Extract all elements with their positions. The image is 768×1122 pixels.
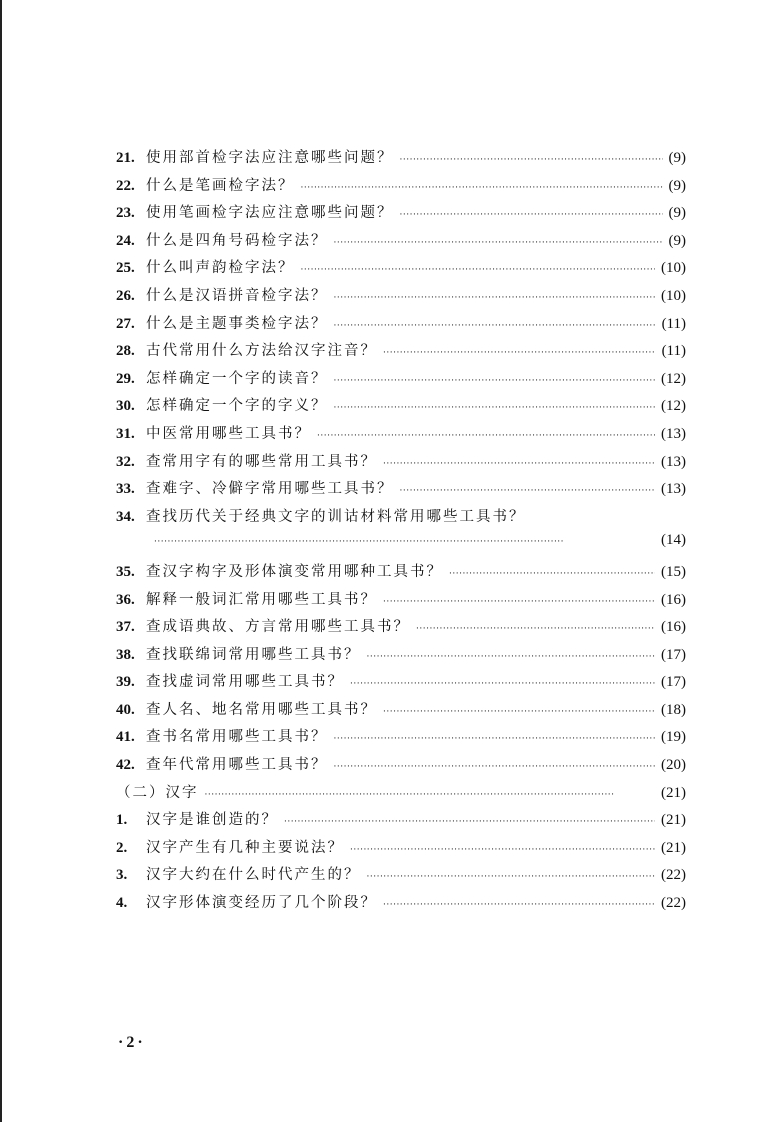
- entry-number: 40.: [116, 701, 135, 718]
- toc-entry[interactable]: [116, 312, 686, 340]
- dot-leader: [284, 817, 655, 827]
- entry-title: 怎样确定一个字的字义？: [146, 398, 328, 415]
- dot-leader: [383, 597, 655, 607]
- toc-entry[interactable]: [116, 725, 686, 753]
- toc-entry[interactable]: [116, 698, 686, 726]
- entry-number: 25.: [116, 260, 135, 277]
- toc-entry[interactable]: [116, 339, 686, 367]
- entry-title: 古代常用什么方法给汉字注音？: [146, 343, 377, 360]
- toc-entry[interactable]: [116, 229, 686, 257]
- toc-entry[interactable]: [116, 560, 686, 588]
- entry-page: (9): [668, 232, 686, 249]
- entry-page: (22): [661, 867, 686, 884]
- entry-title: 什么叫声韵检字法？: [146, 260, 295, 277]
- toc-entry[interactable]: [116, 505, 686, 533]
- page-number: ·2·: [118, 1034, 146, 1051]
- entry-title: 使用部首检字法应注意哪些问题？: [146, 150, 394, 166]
- entry-title: 中医常用哪些工具书？: [146, 425, 311, 442]
- entry-title: 汉字产生有几种主要说法？: [146, 839, 344, 856]
- dot-leader: [383, 459, 655, 469]
- entry-title: 什么是汉语拼音检字法？: [146, 287, 328, 304]
- entry-page: (10): [661, 260, 686, 277]
- entry-number: 28.: [116, 343, 135, 360]
- entry-number: 34.: [116, 508, 135, 525]
- entry-page: (13): [661, 481, 686, 498]
- entry-number: 26.: [116, 287, 135, 304]
- entry-page: (14): [661, 532, 686, 549]
- entry-page: (20): [661, 757, 686, 774]
- entry-number: 39.: [116, 674, 135, 691]
- dot-leader: [317, 431, 655, 441]
- entry-page: (17): [661, 674, 686, 691]
- entry-number: 31.: [116, 425, 135, 442]
- entry-number: 2.: [116, 839, 128, 856]
- toc-entry[interactable]: [116, 146, 686, 174]
- dot-leader: [367, 872, 656, 882]
- dot-leader: [154, 537, 655, 547]
- table-of-contents: [116, 146, 686, 919]
- entry-number: 27.: [116, 315, 135, 332]
- entry-number: 35.: [116, 563, 135, 580]
- entry-page: (19): [661, 729, 686, 746]
- dot-leader: [334, 376, 656, 386]
- entry-page: (9): [668, 177, 686, 194]
- dot-leader: [383, 348, 656, 358]
- entry-page: (9): [668, 205, 686, 222]
- entry-number: 41.: [116, 729, 135, 746]
- toc-entry[interactable]: [116, 201, 686, 229]
- toc-entry[interactable]: [116, 394, 686, 422]
- entry-number: 38.: [116, 646, 135, 663]
- dot-leader: [400, 210, 663, 220]
- entry-page: (16): [661, 591, 686, 608]
- toc-entry[interactable]: [116, 891, 686, 919]
- entry-page: (15): [661, 563, 686, 580]
- entry-title: 什么是笔画检字法？: [146, 177, 295, 194]
- entry-number: 22.: [116, 177, 135, 194]
- entry-page: (18): [661, 701, 686, 718]
- entry-page: (10): [661, 287, 686, 304]
- entry-page: (11): [661, 315, 686, 332]
- entry-page: (17): [661, 646, 686, 663]
- entry-number: 32.: [116, 453, 135, 470]
- toc-entry[interactable]: [116, 863, 686, 891]
- entry-page: (21): [661, 812, 686, 829]
- dot-leader: [334, 321, 656, 331]
- entry-number: 42.: [116, 757, 135, 774]
- dot-leader: [383, 900, 655, 910]
- dot-leader: [383, 707, 655, 717]
- entry-title: 汉字是谁创造的？: [146, 812, 278, 829]
- dot-leader: [350, 679, 655, 689]
- entry-title: （二）汉字: [116, 784, 199, 801]
- dot-leader: [350, 845, 655, 855]
- entry-page: (12): [661, 370, 686, 387]
- toc-entry[interactable]: [116, 643, 686, 671]
- dot-leader: [334, 762, 656, 772]
- dot-leader: [416, 624, 655, 634]
- dot-leader: [400, 155, 663, 165]
- entry-title: 查找联绵词常用哪些工具书？: [146, 646, 361, 663]
- dot-leader: [449, 569, 655, 579]
- entry-title: 查汉字构字及形体演变常用哪种工具书？: [146, 563, 443, 580]
- entry-page: (12): [661, 398, 686, 415]
- entry-page: (11): [661, 343, 686, 360]
- entry-number: 1.: [116, 812, 128, 829]
- dot-leader: [334, 403, 656, 413]
- toc-entry-continuation: [116, 532, 686, 560]
- entry-number: 37.: [116, 619, 135, 636]
- entry-title: 查难字、冷僻字常用哪些工具书？: [146, 481, 394, 498]
- entry-number: 36.: [116, 591, 135, 608]
- entry-title: 汉字形体演变经历了几个阶段？: [146, 895, 377, 912]
- entry-title: 查书名常用哪些工具书？: [146, 729, 328, 746]
- entry-number: 30.: [116, 398, 135, 415]
- entry-page: (13): [661, 453, 686, 470]
- toc-entry[interactable]: [116, 367, 686, 395]
- entry-number: 29.: [116, 370, 135, 387]
- entry-title: 查人名、地名常用哪些工具书？: [146, 701, 377, 718]
- entry-page: (22): [661, 895, 686, 912]
- toc-entry[interactable]: [116, 670, 686, 698]
- entry-title: 什么是主题事类检字法？: [146, 315, 328, 332]
- entry-title: 汉字大约在什么时代产生的？: [146, 867, 361, 884]
- entry-title: 查找虚词常用哪些工具书？: [146, 674, 344, 691]
- toc-entry[interactable]: [116, 615, 686, 643]
- scan-edge-line: [0, 0, 2, 1122]
- toc-entry[interactable]: [116, 836, 686, 864]
- entry-number: 24.: [116, 232, 135, 249]
- entry-number: 21.: [116, 150, 135, 166]
- dot-leader: [334, 238, 663, 248]
- toc-entry[interactable]: [116, 753, 686, 781]
- dot-leader: [367, 652, 656, 662]
- toc-entry[interactable]: [116, 422, 686, 450]
- entry-title: 什么是四角号码检字法？: [146, 232, 328, 249]
- entry-title: 查常用字有的哪些常用工具书？: [146, 453, 377, 470]
- entry-title: 解释一般词汇常用哪些工具书？: [146, 591, 377, 608]
- entry-number: 33.: [116, 481, 135, 498]
- toc-entry[interactable]: [116, 808, 686, 836]
- entry-page: (16): [661, 619, 686, 636]
- toc-entry[interactable]: [116, 174, 686, 202]
- entry-title: 怎样确定一个字的读音？: [146, 370, 328, 387]
- toc-entry[interactable]: [116, 588, 686, 616]
- entry-number: 23.: [116, 205, 135, 222]
- dot-leader: [334, 734, 656, 744]
- toc-entry[interactable]: [116, 284, 686, 312]
- entry-number: 3.: [116, 867, 128, 884]
- entry-page: (9): [668, 150, 686, 166]
- dot-leader: [400, 486, 656, 496]
- entry-title: 查年代常用哪些工具书？: [146, 757, 328, 774]
- entry-title: 查成语典故、方言常用哪些工具书？: [146, 619, 410, 636]
- entry-title: 查找历代关于经典文字的训诂材料常用哪些工具书？: [146, 508, 526, 525]
- entry-page: (13): [661, 425, 686, 442]
- entry-page: (21): [661, 784, 686, 801]
- dot-leader: [334, 293, 656, 303]
- toc-entry[interactable]: [116, 450, 686, 478]
- dot-leader: [301, 183, 663, 193]
- entry-number: 4.: [116, 895, 128, 912]
- entry-page: (21): [661, 839, 686, 856]
- toc-entry[interactable]: [116, 256, 686, 284]
- toc-entry[interactable]: [116, 477, 686, 505]
- dot-leader: [301, 265, 656, 275]
- dot-leader: [205, 790, 656, 800]
- entry-title: 使用笔画检字法应注意哪些问题？: [146, 205, 394, 222]
- toc-entry[interactable]: [116, 781, 686, 809]
